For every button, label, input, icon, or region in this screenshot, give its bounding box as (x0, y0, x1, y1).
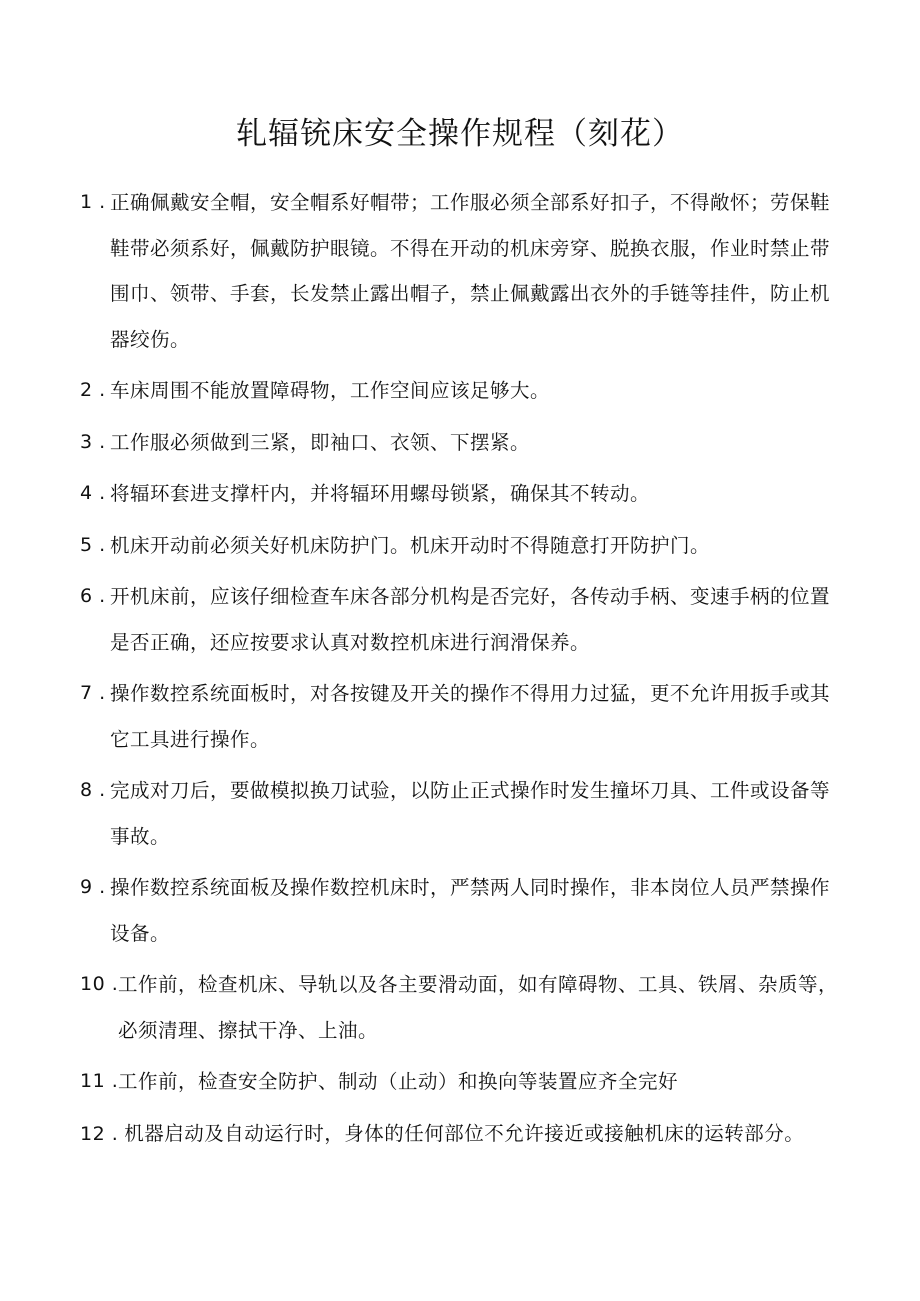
rule-number: 8 . (80, 779, 106, 801)
rule-text: 工作前，检查机床、导轨以及各主要滑动面，如有障碍物、工具、铁屑、杂质等，必须清理、擦拭干净、上油。 (118, 973, 839, 1042)
document-title: 轧辐铳床安全操作规程（刻花） (236, 116, 684, 152)
rule-number: 6 . (80, 585, 106, 607)
rule-text: 车床周围不能放置障碍物，工作空间应该足够大。 (110, 379, 551, 402)
rule-number: 2 . (80, 379, 106, 401)
rule-number: 5 . (80, 533, 106, 556)
rule-text: 工作前，检查安全防护、制动（止动）和换向等装置应齐全完好 (118, 1070, 679, 1093)
rules-list (80, 180, 840, 1163)
rule-item-12 (80, 1111, 840, 1158)
rule-item-9 (80, 865, 840, 956)
rule-item-7 (80, 671, 840, 762)
rule-item-4 (80, 471, 840, 517)
rule-text: 正确佩戴安全帽，安全帽系好帽带；工作服必须全部系好扣子，不得敞怀；劳保鞋鞋带必须系好，佩戴防护眼镜。不得在开动的机床旁穿、脱换衣服，作业时禁止带围巾、领带、手套，长发禁止露出帽子，禁止佩戴露出衣外的手链等挂件，防止机器绞伤。 (110, 191, 831, 351)
rule-item-3 (80, 420, 840, 466)
rule-text: 机床开动前必须关好机床防护门。机床开动时不得随意打开防护门。 (110, 533, 711, 557)
rule-number: 9 . (80, 876, 106, 898)
rule-item-11 (80, 1059, 840, 1105)
rule-text: 工作服必须做到三紧，即袖口、衣领、下摆紧。 (110, 430, 531, 454)
rule-number: 10 . (80, 973, 119, 995)
rule-text: 操作数控系统面板及操作数控机床时，严禁两人同时操作，非本岗位人员严禁操作设备。 (110, 876, 831, 945)
rule-number: 4 . (80, 482, 106, 504)
rule-number: 11 . (80, 1070, 119, 1092)
rule-text: 将辐环套进支撑杆内，并将辐环用螺母锁紧，确保其不转动。 (110, 482, 651, 505)
rule-item-2 (80, 368, 840, 414)
rule-text: 机器启动及自动运行时，身体的任何部位不允许接近或接触机床的运转部分。 (124, 1121, 805, 1145)
rule-number: 12 . (80, 1122, 119, 1145)
rule-number: 7 . (80, 682, 106, 704)
rule-text: 操作数控系统面板时，对各按键及开关的操作不得用力过猛，更不允许用扳手或其它工具进行操作。 (110, 682, 831, 751)
rule-number: 3 . (80, 430, 106, 453)
rule-item-5 (80, 523, 840, 569)
rule-text: 完成对刀后，要做模拟换刀试验，以防止正式操作时发生撞坏刀具、工件或设备等事故。 (110, 779, 831, 848)
rule-item-1 (80, 180, 840, 362)
rule-number: 1 . (80, 191, 106, 213)
rule-item-6 (80, 574, 840, 665)
rule-text: 开机床前，应该仔细检查车床各部分机构是否完好，各传动手柄、变速手柄的位置是否正确，还应按要求认真对数控机床进行润滑保养。 (110, 585, 831, 654)
rule-item-8 (80, 768, 840, 859)
rule-item-10 (80, 962, 840, 1053)
